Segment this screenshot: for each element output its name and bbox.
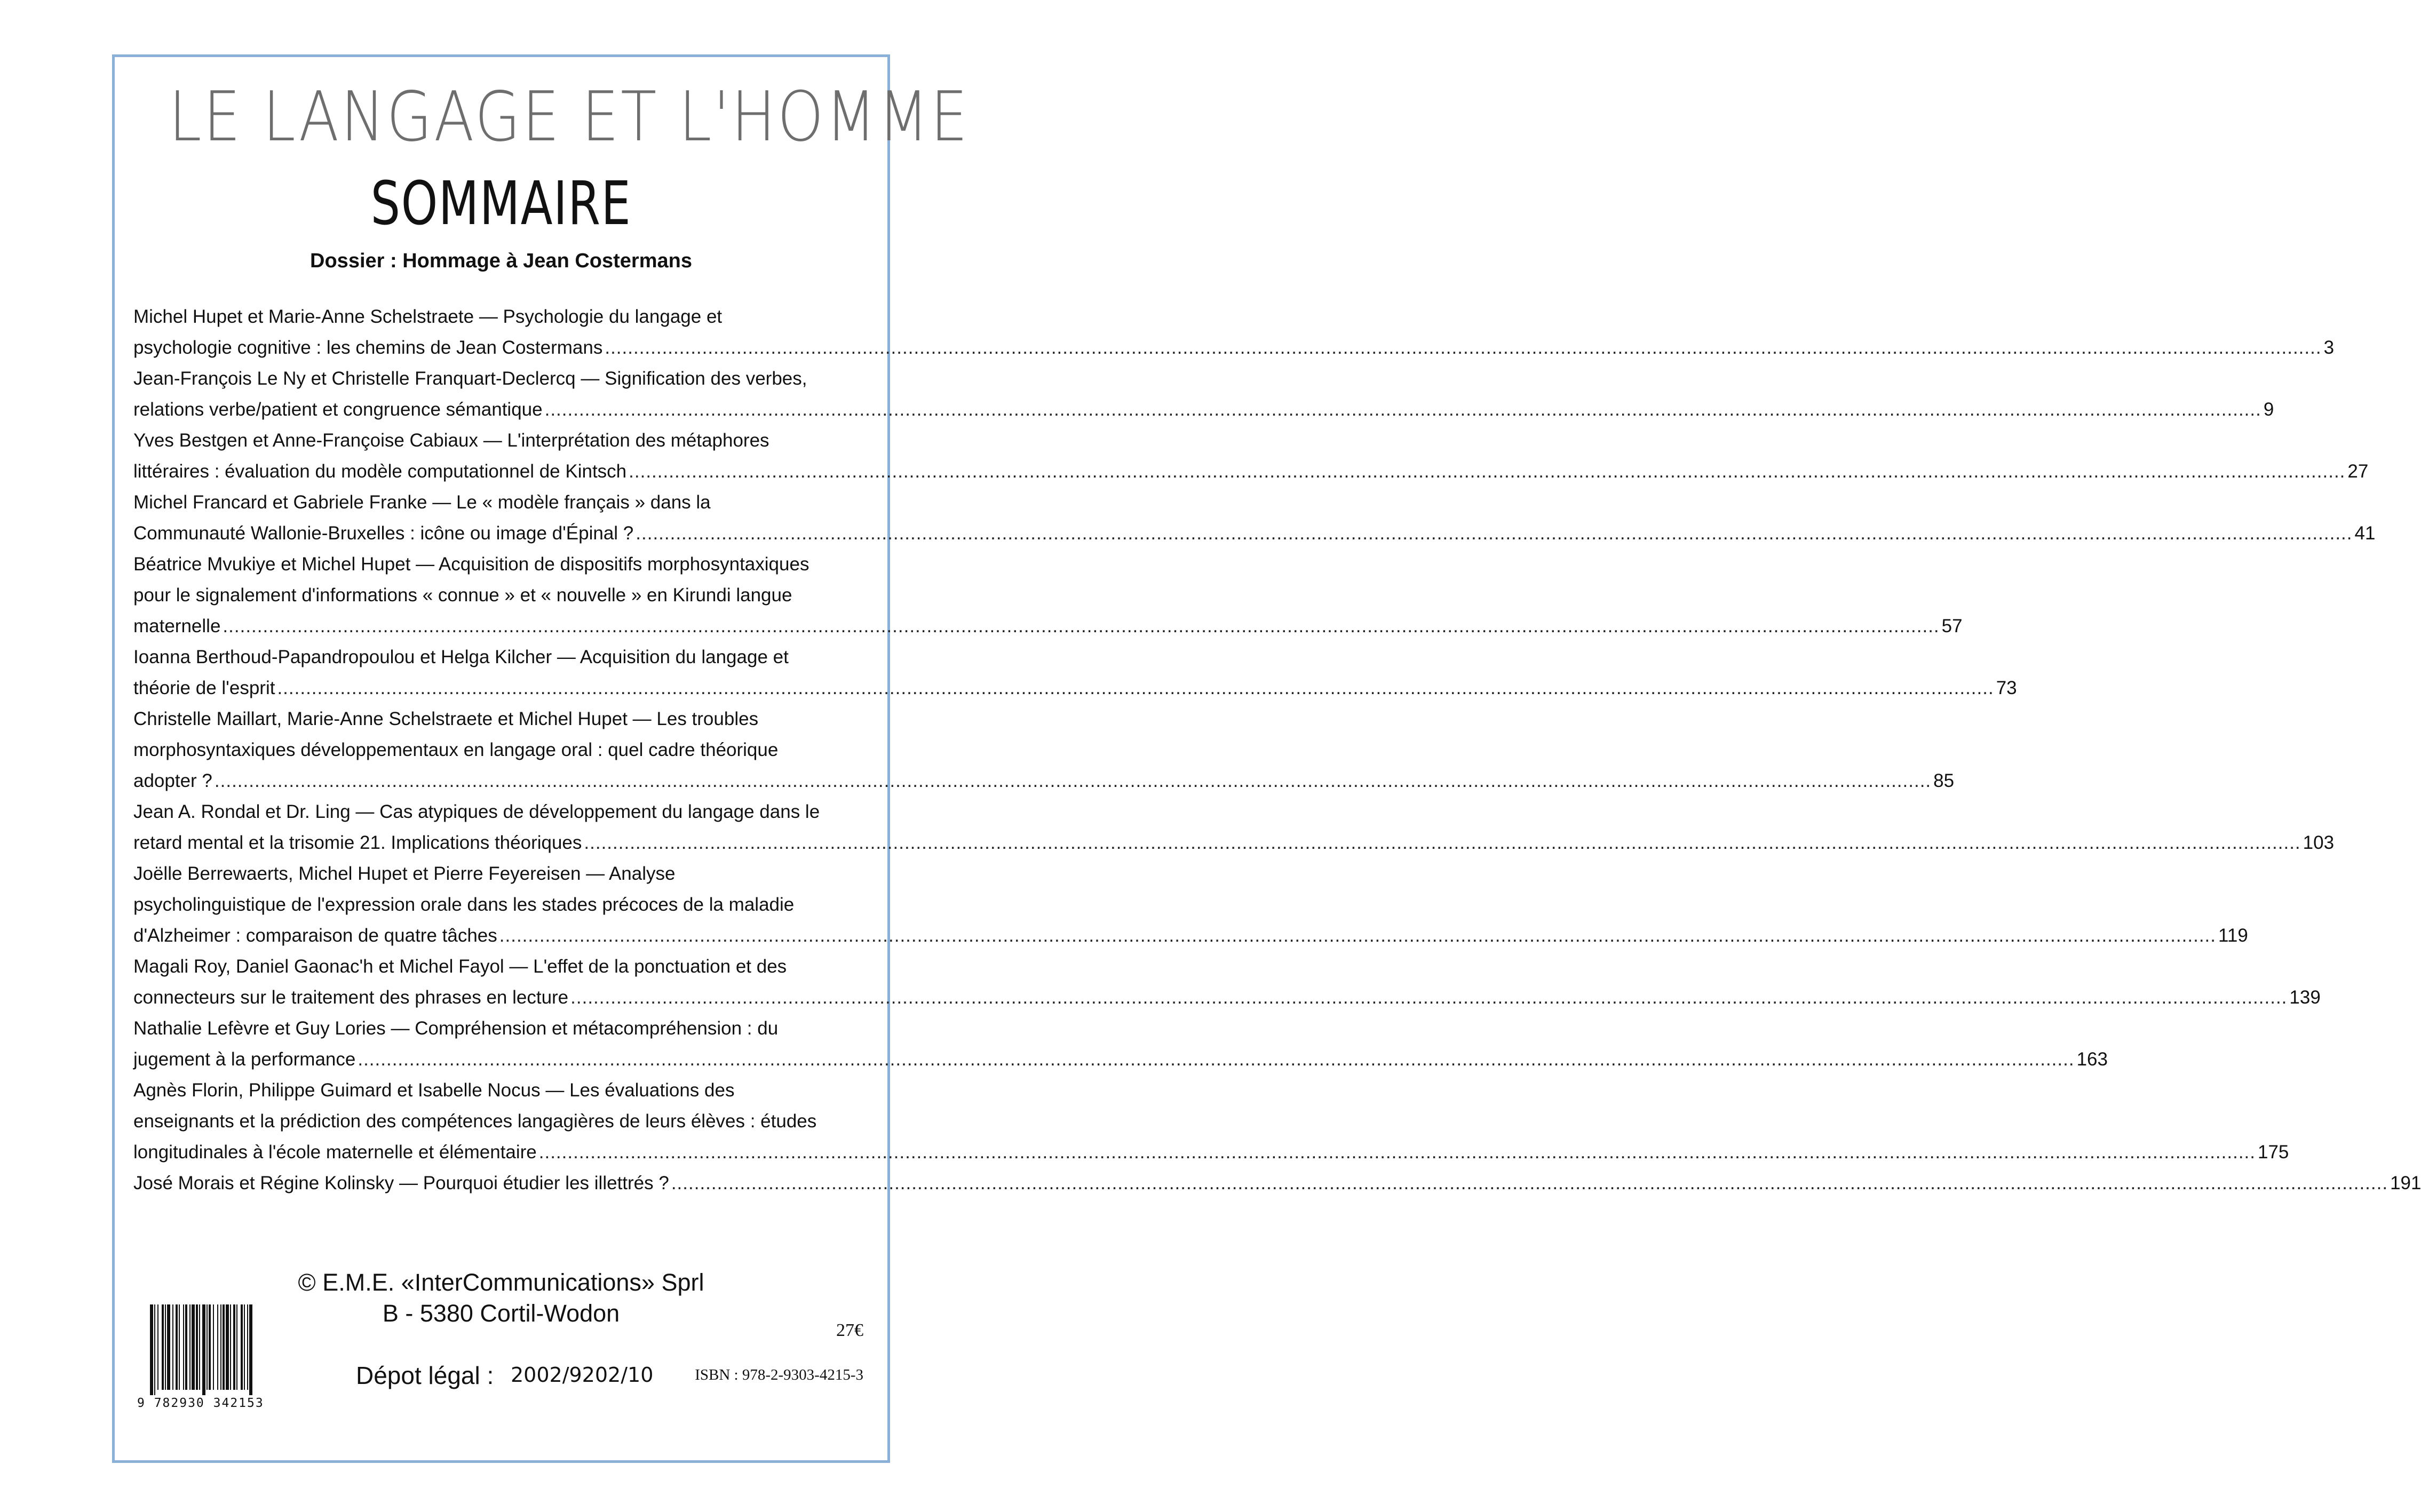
dot-leader: ............................................................................................................................................................................................................................................................................................................	[605, 337, 2322, 358]
toc-page-number: 85	[1933, 770, 1955, 791]
toc-entry-text	[133, 982, 568, 1013]
toc-authors: Michel Francard et Gabriele Franke	[133, 492, 427, 513]
dot-leader: ............................................................................................................................................................................................................................................................................................................	[499, 925, 2217, 946]
toc-entry	[133, 549, 1963, 642]
toc-entry	[133, 858, 2248, 951]
toc-entry-line	[133, 1106, 875, 1137]
toc-entry-text	[133, 456, 626, 487]
toc-entry	[133, 797, 2335, 858]
toc-title-line: pour le signalement d'informations « connue » et « nouvelle » en Kirundi langue	[133, 585, 792, 606]
toc-entry-line	[133, 425, 875, 456]
toc-title-line: retard mental et la trisomie 21. Implications théoriques	[133, 832, 582, 853]
toc-title-line: — Cas atypiques de développement du langage dans le	[355, 801, 820, 822]
isbn: ISBN : 978-2-9303-4215-3	[695, 1366, 863, 1383]
toc-entry-line	[133, 735, 875, 766]
toc-entry-text	[133, 518, 633, 549]
dot-leader: ............................................................................................................................................................................................................................................................................................................	[358, 1049, 2075, 1070]
toc-title-line: d'Alzheimer : comparaison de quatre tâches	[133, 925, 497, 946]
toc-entry	[133, 425, 2369, 487]
toc-title-line: littéraires : évaluation du modèle computationnel de Kintsch	[133, 461, 627, 482]
depot-legal-value: 2002/9202/10	[511, 1363, 654, 1387]
dot-leader: ............................................................................................................................................................................................................................................................................................................	[544, 399, 2261, 420]
depot-legal-label: Dépot légal :	[356, 1362, 494, 1389]
toc-entry-line	[133, 797, 875, 827]
toc-title-line: — Psychologie du langage et	[479, 306, 723, 327]
barcode	[137, 1304, 297, 1411]
toc-entry-text	[133, 1168, 669, 1199]
toc-entry	[133, 1168, 2421, 1199]
toc-title-line: adopter ?	[133, 770, 212, 791]
toc-title-line: théorie de l'esprit	[133, 678, 275, 698]
toc-authors: Jean A. Rondal et Dr. Ling	[133, 801, 351, 822]
toc-entry-text	[133, 827, 582, 858]
toc-entry-text	[133, 766, 212, 797]
toc-entry-line	[133, 580, 875, 611]
toc-entry-line	[133, 642, 875, 673]
publisher-address: B - 5380 Cortil-Wodon	[382, 1300, 620, 1327]
toc-title-line: connecteurs sur le traitement des phrases en lecture	[133, 987, 569, 1008]
toc-authors: Michel Hupet et Marie-Anne Schelstraete	[133, 306, 474, 327]
journal-title: LE LANGAGE ET L'HOMME	[169, 77, 970, 157]
toc-entry-line	[133, 1075, 875, 1106]
toc-entry-last-line	[133, 1168, 2421, 1199]
toc-entry	[133, 642, 2017, 704]
toc-page-number: 119	[2218, 925, 2248, 946]
toc-title-line: longitudinales à l'école maternelle et élémentaire	[133, 1142, 537, 1163]
toc-entry	[133, 1075, 2289, 1168]
toc-entry	[133, 487, 2376, 549]
dot-leader: ............................................................................................................................................................................................................................................................................................................	[223, 616, 1940, 636]
toc-entry-line	[133, 549, 875, 580]
toc-entry-text	[133, 1044, 355, 1075]
toc-entry-last-line	[133, 982, 2321, 1013]
toc-title-line: — Acquisition de dispositifs morphosyntaxiques	[416, 554, 809, 575]
price: 27€	[836, 1320, 863, 1340]
toc-page-number: 163	[2076, 1049, 2108, 1070]
toc-entry-line	[133, 704, 875, 735]
toc-page-number: 41	[2354, 523, 2376, 544]
barcode-bars	[148, 1304, 297, 1395]
toc-page-number: 27	[2347, 461, 2369, 482]
toc-entry-last-line	[133, 766, 1955, 797]
toc-page-number: 175	[2258, 1142, 2289, 1163]
toc-entry-line	[133, 487, 875, 518]
toc-entry-text	[133, 611, 220, 642]
toc-title-line: — Signification des verbes,	[581, 368, 807, 389]
toc-entry	[133, 951, 2321, 1013]
dot-leader: ............................................................................................................................................................................................................................................................................................................	[214, 770, 1932, 791]
toc-authors: José Morais et Régine Kolinsky	[133, 1173, 394, 1193]
dot-leader: ............................................................................................................................................................................................................................................................................................................	[538, 1142, 2256, 1163]
toc-entry	[133, 704, 1955, 797]
toc-entry-line	[133, 951, 875, 982]
dot-leader: ............................................................................................................................................................................................................................................................................................................	[629, 461, 2346, 482]
toc-authors: Joëlle Berrewaerts, Michel Hupet et Pierre Feyereisen	[133, 863, 581, 884]
toc-entry-text	[133, 673, 275, 704]
toc-title-line: — L'interprétation des métaphores	[483, 430, 769, 451]
dot-leader: ............................................................................................................................................................................................................................................................................................................	[636, 523, 2353, 544]
dossier-subtitle: Dossier : Hommage à Jean Costermans	[310, 250, 692, 272]
toc-authors: Jean-François Le Ny et Christelle Franquart-Declercq	[133, 368, 576, 389]
toc-entry-last-line	[133, 1044, 2108, 1075]
toc-authors: Béatrice Mvukiye et Michel Hupet	[133, 554, 411, 575]
toc-entry-line	[133, 889, 875, 920]
toc-title-line: jugement à la performance	[133, 1049, 356, 1070]
toc-authors: Christelle Maillart, Marie-Anne Schelstraete et Michel Hupet	[133, 709, 628, 729]
table-of-contents	[133, 301, 2421, 1199]
toc-page-number: 3	[2323, 337, 2335, 358]
toc-entry-text	[133, 394, 543, 425]
toc-entry-text	[133, 332, 602, 363]
dot-leader: ............................................................................................................................................................................................................................................................................................................	[570, 987, 2288, 1008]
toc-entry-text	[133, 920, 497, 951]
toc-authors: Nathalie Lefèvre et Guy Lories	[133, 1018, 386, 1039]
toc-title-line: psychologie cognitive : les chemins de Jean Costermans	[133, 337, 603, 358]
toc-title-line: — Compréhension et métacompréhension : du	[391, 1018, 779, 1039]
toc-entry-text	[133, 1137, 537, 1168]
toc-authors: Agnès Florin, Philippe Guimard et Isabelle Nocus	[133, 1080, 541, 1101]
toc-title-line: — Le « modèle français » dans la	[432, 492, 711, 513]
toc-entry-last-line	[133, 920, 2248, 951]
toc-title-line: — L'effet de la ponctuation et des	[509, 956, 787, 977]
toc-entry	[133, 363, 2274, 425]
toc-entry-last-line	[133, 456, 2369, 487]
toc-entry	[133, 301, 2335, 363]
dot-leader: ............................................................................................................................................................................................................................................................................................................	[671, 1173, 2388, 1193]
toc-page-number: 73	[1996, 678, 2017, 698]
toc-entry-line	[133, 301, 875, 332]
dot-leader: ............................................................................................................................................................................................................................................................................................................	[584, 832, 2301, 853]
toc-title-line: — Les troubles	[632, 709, 759, 729]
toc-title-line: morphosyntaxiques développementaux en langage oral : quel cadre théorique	[133, 739, 779, 760]
toc-entry-last-line	[133, 518, 2376, 549]
toc-title-line: — Acquisition du langage et	[557, 647, 789, 667]
toc-title-line: — Pourquoi étudier les illettrés ?	[399, 1173, 669, 1193]
toc-title-line: Communauté Wallonie-Bruxelles : icône ou image d'Épinal ?	[133, 523, 634, 544]
toc-entry-line	[133, 363, 875, 394]
toc-entry-last-line	[133, 827, 2335, 858]
toc-page-number: 191	[2390, 1173, 2421, 1193]
toc-entry-line	[133, 1013, 875, 1044]
toc-entry-last-line	[133, 394, 2274, 425]
toc-entry-last-line	[133, 611, 1963, 642]
sommaire-heading: SOMMAIRE	[370, 169, 632, 238]
toc-title-line: maternelle	[133, 616, 221, 636]
toc-authors: Ioanna Berthoud-Papandropoulou et Helga Kilcher	[133, 647, 552, 667]
toc-entry-last-line	[133, 673, 2017, 704]
barcode-digits: 9 782930 342153	[137, 1396, 264, 1410]
toc-authors: Magali Roy, Daniel Gaonac'h et Michel Fayol	[133, 956, 504, 977]
toc-title-line: — Les évaluations des	[545, 1080, 735, 1101]
toc-page-number: 57	[1941, 616, 1963, 636]
toc-page-number: 139	[2289, 987, 2321, 1008]
toc-entry-last-line	[133, 1137, 2289, 1168]
toc-title-line: — Analyse	[586, 863, 676, 884]
toc-authors: Yves Bestgen et Anne-Françoise Cabiaux	[133, 430, 478, 451]
toc-title-line: relations verbe/patient et congruence sémantique	[133, 399, 543, 420]
publisher-name: © E.M.E. «InterCommunications» Sprl	[298, 1269, 704, 1296]
dot-leader: ............................................................................................................................................................................................................................................................................................................	[277, 678, 1994, 698]
toc-title-line: enseignants et la prédiction des compétences langagières de leurs élèves : études	[133, 1111, 817, 1132]
toc-entry-line	[133, 858, 875, 889]
back-cover-frame	[112, 54, 2421, 1463]
toc-page-number: 103	[2303, 832, 2335, 853]
toc-page-number: 9	[2263, 399, 2274, 420]
toc-entry	[133, 1013, 2108, 1075]
toc-entry-last-line	[133, 332, 2335, 363]
toc-title-line: psycholinguistique de l'expression orale dans les stades précoces de la maladie	[133, 894, 795, 915]
